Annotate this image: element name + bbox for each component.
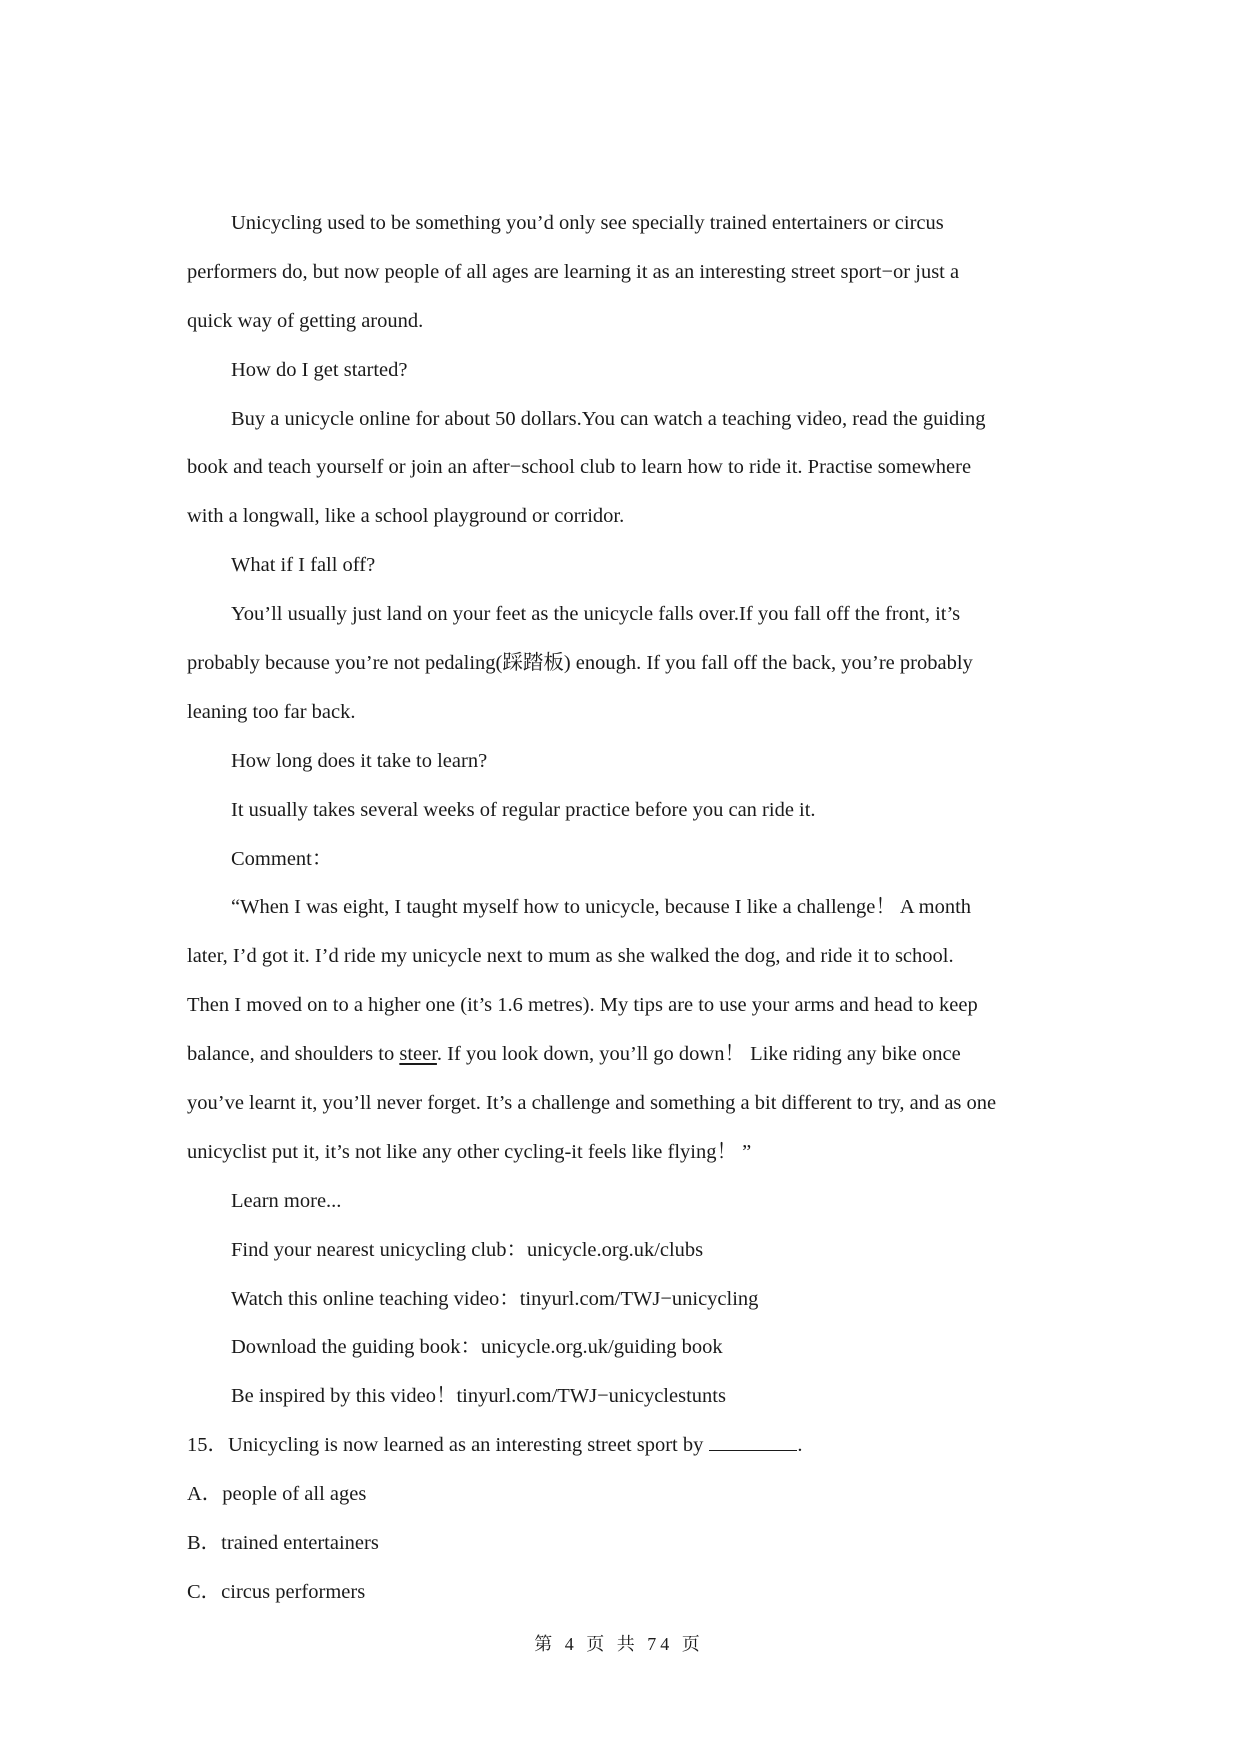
passage-text: quick way of getting around. [187, 309, 424, 332]
section-heading: How do I get started? [231, 358, 408, 381]
comment-text-segment: balance, and shoulders to [187, 1043, 400, 1066]
comment-text: “When I was eight, I taught myself how to unicycle, because I like a challenge！ A month [231, 896, 972, 919]
passage-text: performers do, but now people of all ages are learning it as an interesting street sport−or just a [187, 260, 960, 283]
comment-text: unicyclist put it, it’s not like any other cycling-it feels like flying！ ” [187, 1140, 752, 1163]
passage-text: It usually takes several weeks of regular practice before you can ride it. [231, 798, 816, 821]
resource-link: Watch this online teaching video：tinyurl.com/TWJ−unicycling [231, 1287, 759, 1310]
learn-more-heading: Learn more... [231, 1189, 342, 1212]
comment-text-segment: . If you look down, you’ll go down！ Like riding any bike once [436, 1043, 961, 1066]
section-heading: What if I fall off? [231, 554, 376, 577]
passage-text: Buy a unicycle online for about 50 dollars.You can watch a teaching video, read the guiding [231, 407, 986, 430]
passage-text: leaning too far back. [187, 700, 356, 723]
passage-text: with a longwall, like a school playground or corridor. [187, 505, 625, 528]
passage-text: Unicycling used to be something you’d only see specially trained entertainers or circus [231, 212, 944, 234]
section-heading: How long does it take to learn? [231, 749, 488, 772]
answer-blank [709, 1432, 797, 1451]
page-footer: 第 4 页 共 74 页 [534, 1634, 704, 1654]
comment-text [187, 1034, 1067, 1083]
answer-option: A．people of all ages [187, 1483, 367, 1506]
passage-text: book and teach yourself or join an after−school club to learn how to ride it. Practise somewhere [187, 456, 972, 479]
underlined-word: steer [399, 1043, 437, 1066]
question-text: 15．Unicycling is now learned as an interesting street sport by [187, 1434, 704, 1457]
comment-text: later, I’d got it. I’d ride my unicycle next to mum as she walked the dog, and ride it to school. [187, 945, 954, 968]
comment-text: you’ve learnt it, you’ll never forget. It’s a challenge and something a bit different to try, and as one [187, 1092, 997, 1115]
comment-text: Then I moved on to a higher one (it’s 1.6 metres). My tips are to use your arms and head to keep [187, 994, 978, 1017]
answer-option: C．circus performers [187, 1580, 366, 1603]
resource-link: Find your nearest unicycling club：unicycle.org.uk/clubs [231, 1238, 704, 1261]
resource-link: Be inspired by this video！tinyurl.com/TWJ−unicyclestunts [231, 1385, 726, 1408]
passage-text: probably because you’re not pedaling(踩踏板) enough. If you fall off the back, you’re probably [187, 652, 973, 675]
section-heading: Comment： [231, 847, 333, 870]
question-stem [187, 1425, 1067, 1474]
answer-option: B．trained entertainers [187, 1532, 379, 1555]
passage-text: You’ll usually just land on your feet as the unicycle falls over.If you fall off the front, it’s [231, 603, 961, 626]
document-body [187, 203, 1067, 1621]
resource-link: Download the guiding book：unicycle.org.uk/guiding book [231, 1336, 723, 1359]
question-end: . [797, 1434, 803, 1457]
